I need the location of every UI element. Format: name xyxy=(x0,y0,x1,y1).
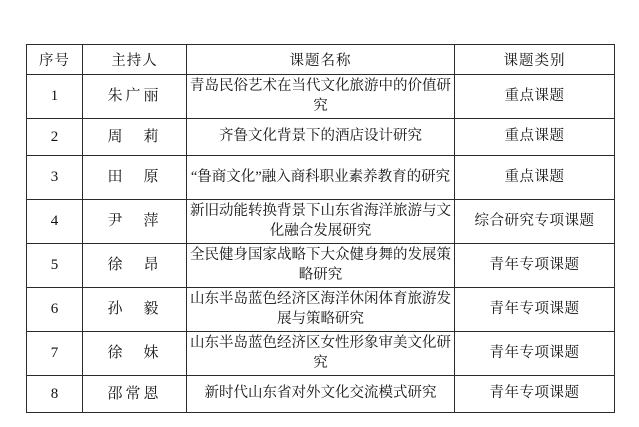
cell-category: 青年专项课题 xyxy=(455,288,615,332)
cell-title: “鲁商文化”融入商科职业素养教育的研究 xyxy=(187,156,455,200)
column-header-category: 课题类别 xyxy=(455,45,615,75)
cell-title: 新时代山东省对外文化交流模式研究 xyxy=(187,376,455,413)
cell-category: 重点课题 xyxy=(455,156,615,200)
cell-category: 青年专项课题 xyxy=(455,376,615,413)
cell-host: 尹 萍 xyxy=(83,200,187,244)
cell-no: 5 xyxy=(27,244,83,288)
table-header-row xyxy=(27,45,615,75)
cell-category: 青年专项课题 xyxy=(455,332,615,376)
cell-host: 田 原 xyxy=(83,156,187,200)
cell-category: 综合研究专项课题 xyxy=(455,200,615,244)
cell-title: 山东半岛蓝色经济区女性形象审美文化研究 xyxy=(187,332,455,376)
cell-no: 4 xyxy=(27,200,83,244)
table-row xyxy=(27,156,615,200)
table-row xyxy=(27,200,615,244)
table-row xyxy=(27,332,615,376)
cell-title: 山东半岛蓝色经济区海洋休闲体育旅游发展与策略研究 xyxy=(187,288,455,332)
research-topics-table-container xyxy=(26,44,614,413)
column-header-no: 序号 xyxy=(27,45,83,75)
cell-host: 朱广丽 xyxy=(83,75,187,119)
cell-host: 徐 妹 xyxy=(83,332,187,376)
cell-title: 全民健身国家战略下大众健身舞的发展策略研究 xyxy=(187,244,455,288)
column-header-host: 主持人 xyxy=(83,45,187,75)
cell-category: 青年专项课题 xyxy=(455,244,615,288)
table-row xyxy=(27,376,615,413)
cell-no: 3 xyxy=(27,156,83,200)
cell-no: 8 xyxy=(27,376,83,413)
cell-no: 1 xyxy=(27,75,83,119)
cell-host: 孙 毅 xyxy=(83,288,187,332)
cell-category: 重点课题 xyxy=(455,75,615,119)
table-row xyxy=(27,288,615,332)
research-topics-table xyxy=(26,44,615,413)
cell-title: 青岛民俗艺术在当代文化旅游中的价值研究 xyxy=(187,75,455,119)
cell-title: 齐鲁文化背景下的酒店设计研究 xyxy=(187,119,455,156)
cell-no: 2 xyxy=(27,119,83,156)
table-row xyxy=(27,75,615,119)
column-header-title: 课题名称 xyxy=(187,45,455,75)
cell-no: 7 xyxy=(27,332,83,376)
cell-no: 6 xyxy=(27,288,83,332)
cell-host: 徐 昂 xyxy=(83,244,187,288)
cell-title: 新旧动能转换背景下山东省海洋旅游与文化融合发展研究 xyxy=(187,200,455,244)
table-row xyxy=(27,119,615,156)
cell-host: 周 莉 xyxy=(83,119,187,156)
table-row xyxy=(27,244,615,288)
table-header xyxy=(27,45,615,75)
cell-category: 重点课题 xyxy=(455,119,615,156)
table-body xyxy=(27,75,615,413)
cell-host: 邵常恩 xyxy=(83,376,187,413)
